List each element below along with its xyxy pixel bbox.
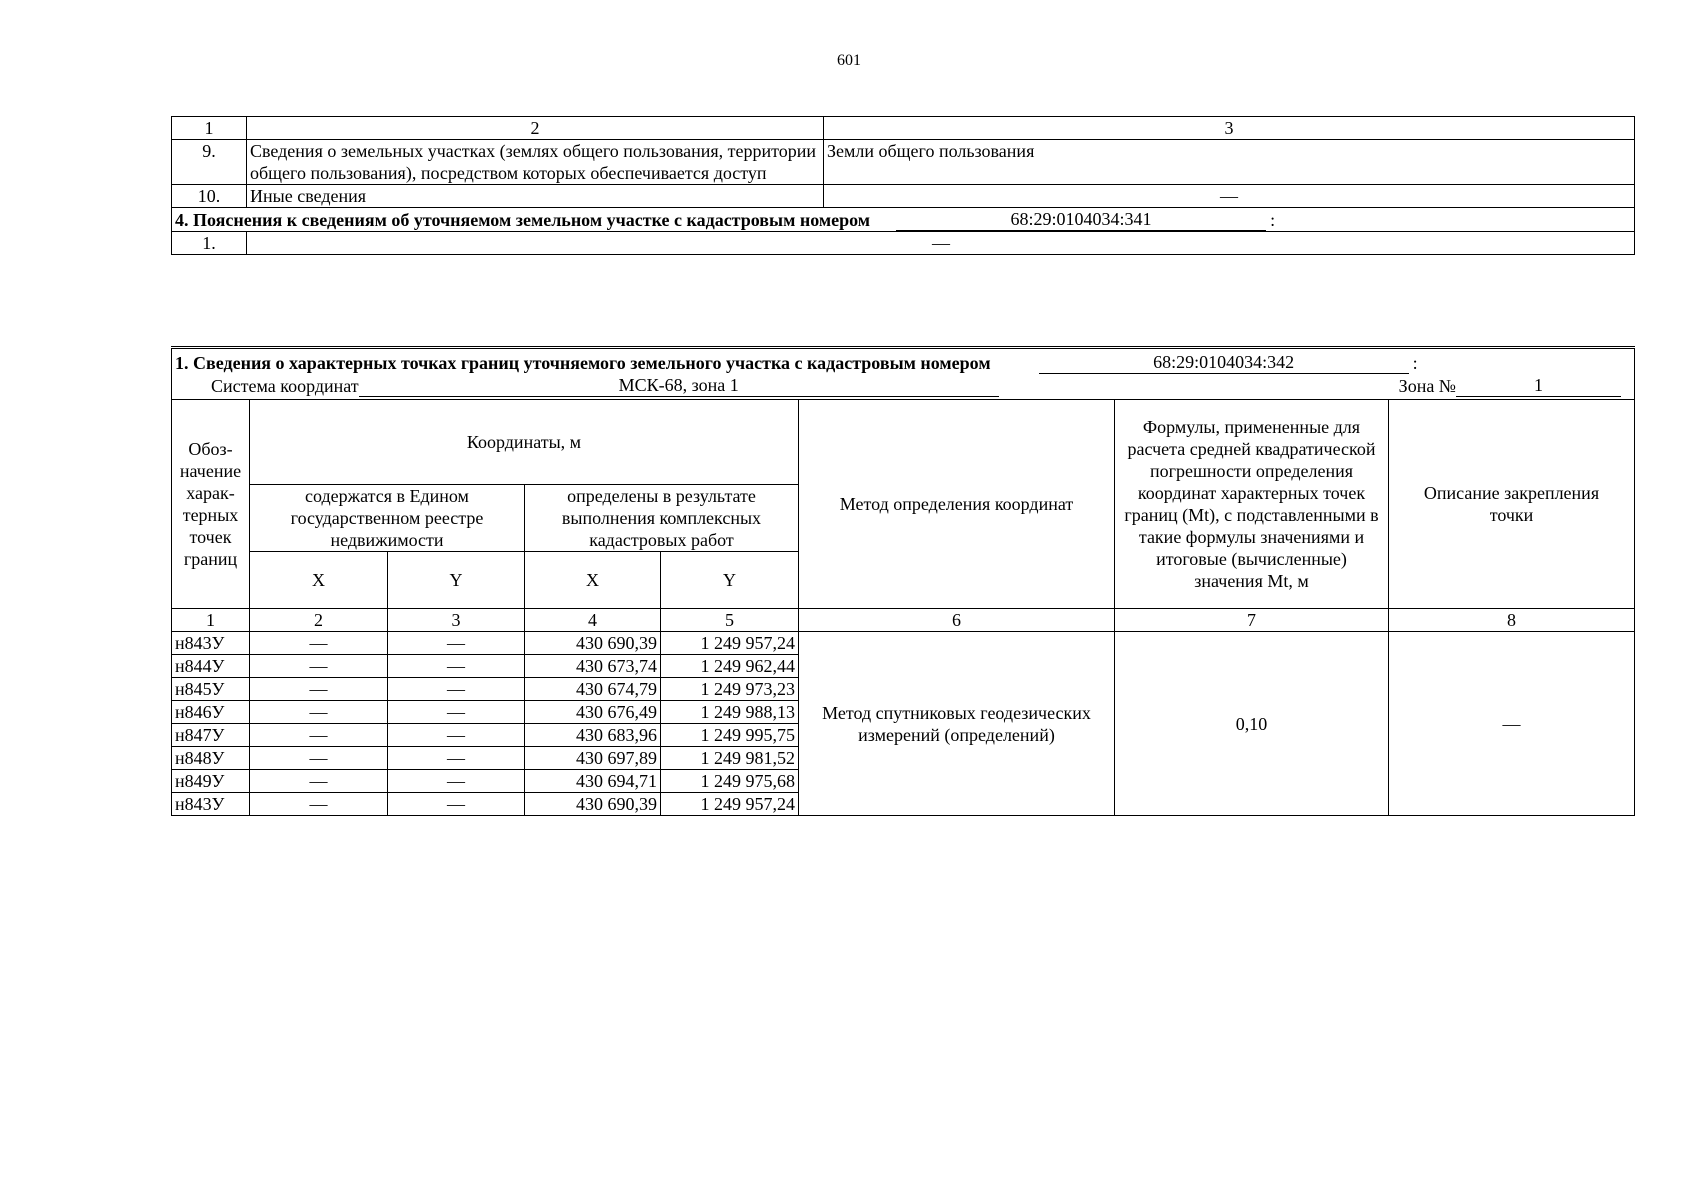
header-cadastral-works: определены в результате выполнения комплексных кадастровых работ bbox=[525, 485, 799, 552]
egrn-x-cell: — bbox=[250, 655, 388, 678]
x-coordinate-cell: 430 676,49 bbox=[525, 701, 661, 724]
column-number-row bbox=[172, 609, 1635, 632]
col-number-1: 1 bbox=[172, 609, 250, 632]
land-info-table bbox=[171, 116, 1635, 255]
section-4-title: 4. Пояснения к сведениям об уточняемом земельном участке с кадастровым номером bbox=[175, 210, 871, 230]
y-coordinate-cell: 1 249 957,24 bbox=[661, 793, 799, 816]
y-coordinate-cell: 1 249 981,52 bbox=[661, 747, 799, 770]
row-10-value: — bbox=[824, 185, 1635, 208]
row-9-number: 9. bbox=[172, 140, 247, 185]
section-4-row-1-dash: — bbox=[932, 233, 950, 253]
x-coordinate-cell: 430 697,89 bbox=[525, 747, 661, 770]
row-9-value: Земли общего пользования bbox=[824, 140, 1635, 185]
egrn-y-cell: — bbox=[388, 701, 525, 724]
header-method: Метод определения координат bbox=[799, 400, 1115, 609]
header-egrn: содержатся в Едином государственном реестре недвижимости bbox=[250, 485, 525, 552]
row-10 bbox=[172, 185, 1635, 208]
x-coordinate-cell: 430 690,39 bbox=[525, 793, 661, 816]
description-cell: — bbox=[1389, 632, 1635, 816]
section-1-cadastral-number: 68:29:0104034:342 bbox=[1039, 351, 1409, 374]
y-coordinate-cell: 1 249 975,68 bbox=[661, 770, 799, 793]
egrn-x-cell: — bbox=[250, 632, 388, 655]
point-designation: н843У bbox=[172, 793, 250, 816]
egrn-x-cell: — bbox=[250, 747, 388, 770]
egrn-x-cell: — bbox=[250, 701, 388, 724]
section-4-row-1-value bbox=[247, 232, 1635, 255]
method-cell: Метод спутниковых геодезических измерений (определений) bbox=[799, 632, 1115, 816]
egrn-y-cell: — bbox=[388, 678, 525, 701]
col-number-3: 3 bbox=[824, 117, 1635, 140]
coord-system-label: Система координат bbox=[211, 376, 359, 396]
point-designation: н848У bbox=[172, 747, 250, 770]
x-coordinate-cell: 430 690,39 bbox=[525, 632, 661, 655]
egrn-x-cell: — bbox=[250, 793, 388, 816]
section-1-suffix: : bbox=[1412, 353, 1418, 373]
table-row bbox=[172, 632, 1635, 655]
section-4-cell bbox=[172, 208, 1635, 232]
section-1-header-row bbox=[172, 348, 1635, 400]
section-1-title: 1. Сведения о характерных точках границ уточняемого земельного участка с кадастровым номером bbox=[175, 353, 991, 373]
section-1-header-cell bbox=[172, 348, 1635, 400]
header-formulas: Формулы, примененные для расчета средней квадратической погрешности определения координат характерных точек границ (Mt), с подставленными в такие формулы значениями и итоговые (вычисленные) значения Mt, м bbox=[1115, 400, 1389, 609]
egrn-x-cell: — bbox=[250, 770, 388, 793]
col-number-4: 4 bbox=[525, 609, 661, 632]
section-4-suffix: : bbox=[1270, 210, 1276, 230]
point-designation: н844У bbox=[172, 655, 250, 678]
col-number-6: 6 bbox=[799, 609, 1115, 632]
header-egrn-y: Y bbox=[388, 552, 525, 609]
x-coordinate-cell: 430 673,74 bbox=[525, 655, 661, 678]
zone-label: Зона № bbox=[1398, 376, 1456, 396]
point-designation: н845У bbox=[172, 678, 250, 701]
header-designation: Обоз-начение харак-терных точек границ bbox=[172, 400, 250, 609]
header-description: Описание закрепления точки bbox=[1389, 400, 1635, 609]
header-works-y: Y bbox=[661, 552, 799, 609]
col-number-2: 2 bbox=[250, 609, 388, 632]
col-number-3: 3 bbox=[388, 609, 525, 632]
y-coordinate-cell: 1 249 973,23 bbox=[661, 678, 799, 701]
col-number-2: 2 bbox=[247, 117, 824, 140]
header-coordinates: Координаты, м bbox=[250, 400, 799, 485]
egrn-y-cell: — bbox=[388, 724, 525, 747]
egrn-y-cell: — bbox=[388, 632, 525, 655]
x-coordinate-cell: 430 694,71 bbox=[525, 770, 661, 793]
mt-value-cell: 0,10 bbox=[1115, 632, 1389, 816]
egrn-x-cell: — bbox=[250, 678, 388, 701]
y-coordinate-cell: 1 249 995,75 bbox=[661, 724, 799, 747]
zone-value: 1 bbox=[1456, 374, 1621, 397]
point-designation: н846У bbox=[172, 701, 250, 724]
row-9 bbox=[172, 140, 1635, 185]
egrn-y-cell: — bbox=[388, 747, 525, 770]
header-works-x: X bbox=[525, 552, 661, 609]
egrn-y-cell: — bbox=[388, 655, 525, 678]
egrn-x-cell: — bbox=[250, 724, 388, 747]
x-coordinate-cell: 430 674,79 bbox=[525, 678, 661, 701]
row-9-label: Сведения о земельных участках (землях общего пользования, территории общего пользования), посредством которых обеспечивается доступ bbox=[247, 140, 824, 185]
page-number: 601 bbox=[837, 52, 861, 69]
coord-system-value: МСК-68, зона 1 bbox=[359, 374, 999, 397]
col-number-1: 1 bbox=[172, 117, 247, 140]
section-4-cadastral-number: 68:29:0104034:341 bbox=[896, 208, 1266, 231]
col-number-7: 7 bbox=[1115, 609, 1389, 632]
egrn-y-cell: — bbox=[388, 770, 525, 793]
egrn-y-cell: — bbox=[388, 793, 525, 816]
row-10-label: Иные сведения bbox=[247, 185, 824, 208]
col-number-5: 5 bbox=[661, 609, 799, 632]
point-designation: н843У bbox=[172, 632, 250, 655]
section-4-row-1 bbox=[172, 232, 1635, 255]
y-coordinate-cell: 1 249 962,44 bbox=[661, 655, 799, 678]
section-4-row-1-number: 1. bbox=[172, 232, 247, 255]
boundary-points-table bbox=[171, 346, 1635, 816]
row-10-number: 10. bbox=[172, 185, 247, 208]
point-designation: н847У bbox=[172, 724, 250, 747]
header-egrn-x: X bbox=[250, 552, 388, 609]
x-coordinate-cell: 430 683,96 bbox=[525, 724, 661, 747]
header-row-1 bbox=[172, 400, 1635, 485]
column-number-row bbox=[172, 117, 1635, 140]
point-designation: н849У bbox=[172, 770, 250, 793]
section-4-header bbox=[172, 208, 1635, 232]
y-coordinate-cell: 1 249 957,24 bbox=[661, 632, 799, 655]
col-number-8: 8 bbox=[1389, 609, 1635, 632]
y-coordinate-cell: 1 249 988,13 bbox=[661, 701, 799, 724]
